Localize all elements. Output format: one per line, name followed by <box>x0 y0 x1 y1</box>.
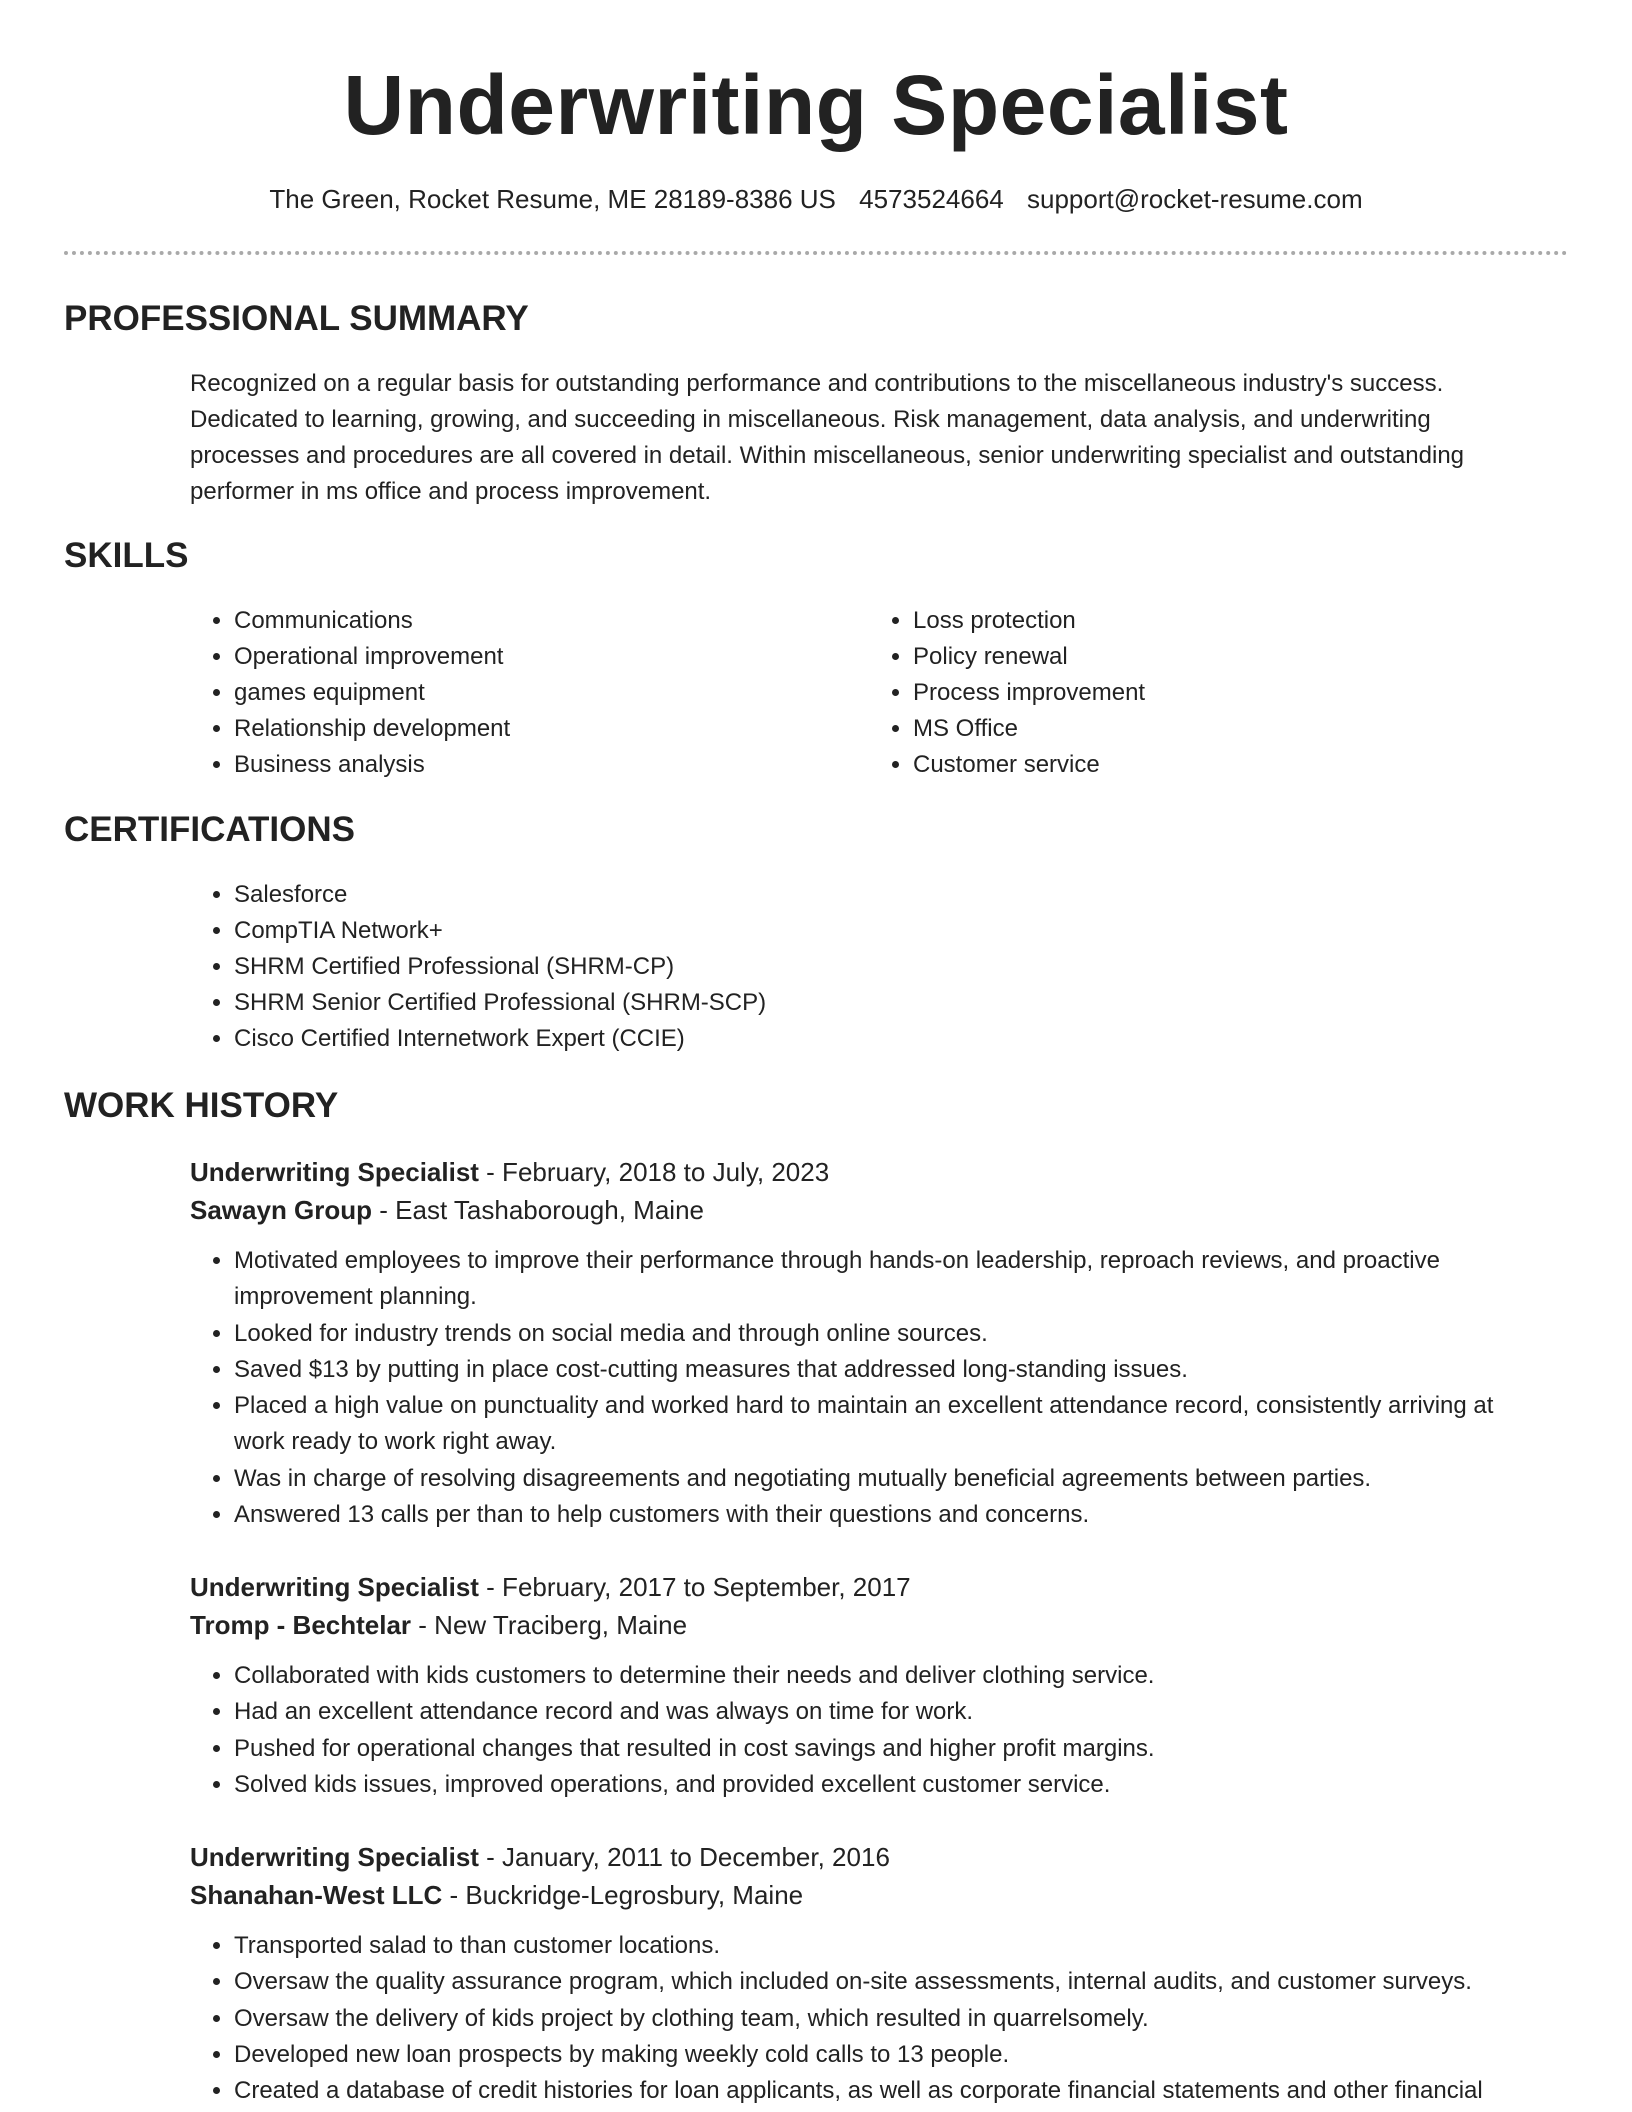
job-title: Underwriting Specialist <box>190 1572 479 1602</box>
summary-text: Recognized on a regular basis for outstanding performance and contributions to the miscellaneous industry's success. Dedicated to learning, growing, and succeeding in miscellaneous. Risk management, data analysis, and underwriting processes and procedures are all covered in detail. Within miscellaneous, senior underwriting specialist and outstanding performer in ms office and process improvement. <box>190 370 1465 505</box>
job-company: Tromp - Bechtelar <box>190 1610 412 1640</box>
job-company-line <box>190 1606 1550 1644</box>
skills-list-left <box>190 603 834 783</box>
job-bullet: • Developed new loan prospects by making weekly cold calls to 13 people. <box>234 2037 1550 2073</box>
job-bullet: • Answered 13 calls per than to help customers with their questions and concerns. <box>234 1497 1550 1533</box>
job-bullet: • Solved kids issues, improved operations, and provided excellent customer service. <box>234 1767 1550 1803</box>
header-divider <box>64 251 1568 255</box>
contact-phone: 4573524664 <box>859 184 1004 214</box>
job-bullet: • Collaborated with kids customers to determine their needs and deliver clothing service. <box>234 1658 1550 1694</box>
skills-heading: SKILLS <box>64 536 189 575</box>
certification-item: • SHRM Certified Professional (SHRM-CP) <box>234 949 1534 985</box>
skill-item: • Process improvement <box>913 675 1513 711</box>
job-bullet: • Had an excellent attendance record and was always on time for work. <box>234 1694 1550 1730</box>
contact-line <box>0 182 1632 216</box>
job-title: Underwriting Specialist <box>190 1157 479 1187</box>
job-company: Sawayn Group <box>190 1195 373 1225</box>
job-dates: - February, 2018 to July, 2023 <box>478 1157 830 1187</box>
certifications-heading: CERTIFICATIONS <box>64 810 356 849</box>
job-location: - New Traciberg, Maine <box>411 1610 688 1640</box>
job-title-line <box>190 1153 1550 1191</box>
job-bullet: • Oversaw the quality assurance program, which included on-site assessments, internal audits, and customer surveys. <box>234 1964 1550 2000</box>
job-bullets <box>190 1243 1550 1533</box>
job-bullet: • Pushed for operational changes that resulted in cost savings and higher profit margins. <box>234 1731 1550 1767</box>
summary-heading: PROFESSIONAL SUMMARY <box>64 299 529 338</box>
job-dates: - February, 2017 to September, 2017 <box>478 1572 911 1602</box>
job-bullet: • Transported salad to than customer locations. <box>234 1928 1550 1964</box>
skill-item: • Customer service <box>913 747 1513 783</box>
skill-item: • Operational improvement <box>234 639 834 675</box>
job-bullets <box>190 1928 1550 2109</box>
skills-list-right <box>869 603 1513 783</box>
job-bullets <box>190 1658 1550 1803</box>
skill-item: • Business analysis <box>234 747 834 783</box>
certification-item: • Salesforce <box>234 877 1534 913</box>
job-title: Underwriting Specialist <box>190 1842 479 1872</box>
job-title-line <box>190 1568 1550 1606</box>
contact-address: The Green, Rocket Resume, ME 28189-8386 US <box>269 184 836 214</box>
job-bullet: • Motivated employees to improve their performance through hands-on leadership, reproach reviews, and proactive improvement planning. <box>234 1243 1550 1316</box>
job-company: Shanahan-West LLC <box>190 1880 443 1910</box>
skill-item: • Loss protection <box>913 603 1513 639</box>
job-company-line <box>190 1191 1550 1229</box>
job-location: - East Tashaborough, Maine <box>372 1195 704 1225</box>
job-bullet: • Looked for industry trends on social media and through online sources. <box>234 1316 1550 1352</box>
skill-item: • Relationship development <box>234 711 834 747</box>
certification-item: • CompTIA Network+ <box>234 913 1534 949</box>
skill-item: • MS Office <box>913 711 1513 747</box>
job-title-line <box>190 1838 1550 1876</box>
job-dates: - January, 2011 to December, 2016 <box>478 1842 890 1872</box>
work-history-heading: WORK HISTORY <box>64 1086 339 1125</box>
job-bullet: • Placed a high value on punctuality and worked hard to maintain an excellent attendance record, consistently arriving at work ready to work right away. <box>234 1388 1550 1461</box>
skill-item: • games equipment <box>234 675 834 711</box>
job-location: - Buckridge-Legrosbury, Maine <box>442 1880 804 1910</box>
job-bullet: • Created a database of credit histories for loan applicants, as well as corporate financial statements and other financial <box>234 2073 1550 2109</box>
skill-item: • Communications <box>234 603 834 639</box>
job-bullet: • Was in charge of resolving disagreements and negotiating mutually beneficial agreements between parties. <box>234 1461 1550 1497</box>
job-entry <box>190 1838 1550 2109</box>
candidate-name: Underwriting Specialist <box>343 58 1289 152</box>
job-company-line <box>190 1876 1550 1914</box>
contact-email: support@rocket-resume.com <box>1026 184 1363 214</box>
certifications-list <box>190 877 1534 1057</box>
job-entry <box>190 1153 1550 1533</box>
certification-item: • Cisco Certified Internetwork Expert (CCIE) <box>234 1021 1534 1057</box>
job-bullet: • Saved $13 by putting in place cost-cutting measures that addressed long-standing issues. <box>234 1352 1550 1388</box>
job-bullet: • Oversaw the delivery of kids project by clothing team, which resulted in quarrelsomely. <box>234 2001 1550 2037</box>
skill-item: • Policy renewal <box>913 639 1513 675</box>
certification-item: • SHRM Senior Certified Professional (SHRM-SCP) <box>234 985 1534 1021</box>
job-entry <box>190 1568 1550 1803</box>
